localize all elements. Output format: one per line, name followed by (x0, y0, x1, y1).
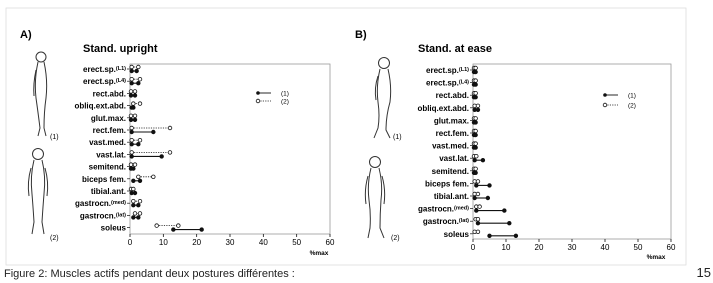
series-2-max-point (476, 104, 480, 108)
panel-a-x-tick-label: 30 (225, 238, 235, 247)
muscle-label: soleus (443, 229, 469, 239)
figure-b-label-1: (1) (393, 134, 402, 141)
series-1-max-point (481, 158, 485, 162)
muscle-label: gastrocn.(lat) (79, 211, 126, 221)
series-1-max-point (503, 209, 507, 213)
series-2-max-point (474, 129, 478, 133)
series-2-max-point (133, 163, 137, 167)
series-2-max-point (177, 224, 181, 228)
panel-b-x-tick-label: 40 (600, 243, 610, 252)
muscle-label: gastrocn.(med) (75, 199, 126, 209)
panel-a-legend (256, 91, 289, 106)
panel-b-letter: B) (355, 29, 367, 41)
series-2-min-point (130, 65, 134, 69)
muscle-label: glut.max. (433, 116, 469, 126)
series-1-min-point (475, 184, 479, 188)
series-2-min-point (130, 77, 134, 81)
series-1-max-point (137, 216, 141, 220)
muscle-label: soleus (100, 223, 126, 233)
muscle-label: vast.med. (89, 138, 126, 148)
series-1-max-point (508, 221, 512, 225)
panel-a-plot-frame (130, 64, 330, 234)
series-2-max-point (132, 187, 136, 191)
series-1-max-point (160, 155, 164, 159)
muscle-label: erect.sp.(L4) (426, 78, 469, 88)
panel-b (355, 29, 676, 261)
series-2-max-point (475, 154, 479, 158)
series-2-max-point (168, 126, 172, 130)
legend-a-marker-2 (256, 99, 260, 103)
series-2-max-point (133, 90, 137, 94)
muscle-label: obliq.ext.abd. (74, 101, 126, 111)
series-1-min-point (476, 221, 480, 225)
series-2-max-point (478, 205, 482, 209)
series-1-max-point (137, 142, 141, 146)
series-1-max-point (138, 179, 142, 183)
muscle-label: tibial.ant. (90, 187, 126, 196)
series-1-max-point (486, 196, 490, 200)
series-2-max-point (476, 230, 480, 234)
legend-b-marker-2 (603, 103, 607, 107)
series-2-max-point (474, 117, 478, 121)
legend-a-label-2: (2) (281, 98, 289, 106)
series-2-max-point (138, 138, 142, 142)
panel-a-x-unit: %max (309, 250, 329, 257)
series-1-min-point (473, 158, 477, 162)
series-1-max-point (488, 184, 492, 188)
series-1-max-point (474, 70, 478, 74)
muscle-label: vast.med. (432, 141, 469, 151)
series-1-min-point (130, 142, 134, 146)
series-2-max-point (137, 65, 141, 69)
series-2-min-point (130, 138, 134, 142)
series-2-max-point (474, 142, 478, 146)
series-1-min-point (172, 228, 176, 232)
panel-b-x-tick-label: 0 (470, 243, 476, 252)
series-1-min-point (488, 234, 492, 238)
muscle-label: rect.abd. (435, 91, 469, 101)
series-1-min-point (130, 69, 134, 73)
series-2-max-point (138, 77, 142, 81)
series-1-max-point (200, 228, 204, 232)
series-1-min-point (132, 216, 136, 220)
series-2-max-point (474, 91, 478, 95)
series-2-min-point (133, 212, 137, 216)
series-1-min-point (130, 81, 134, 85)
muscle-label: semitend. (431, 166, 469, 176)
figure-a-label-1: (1) (50, 134, 59, 141)
series-1-max-point (137, 81, 141, 85)
muscle-label: glut.max. (90, 113, 126, 123)
series-1-max-point (133, 191, 137, 195)
series-2-max-point (476, 180, 480, 184)
figure-at-ease-side-icon (374, 58, 391, 139)
series-1-max-point (474, 171, 478, 175)
panel-b-plot-frame (473, 64, 671, 239)
series-2-max-point (133, 114, 137, 118)
series-2-max-point (138, 212, 142, 216)
series-1-max-point (474, 83, 478, 87)
series-2-min-point (129, 114, 133, 118)
legend-b-label-2: (2) (628, 102, 636, 110)
series-2-max-point (476, 217, 480, 221)
figure-b-label-2: (2) (391, 235, 400, 242)
figure-upright-front-icon (28, 149, 47, 235)
muscle-label: biceps fem. (424, 179, 469, 189)
panel-b-legend (603, 93, 636, 110)
series-1-max-point (476, 108, 480, 112)
series-2-max-point (168, 151, 172, 155)
legend-b-marker-1 (603, 93, 607, 97)
figure-caption: Figure 2: Muscles actifs pendant deux postures différentes : (4, 268, 295, 280)
series-1-min-point (473, 196, 477, 200)
series-2-min-point (130, 151, 134, 155)
muscle-label: biceps fem. (81, 174, 126, 184)
panel-a-x-tick-label: 0 (127, 238, 133, 247)
panel-a-x-tick-label: 40 (258, 238, 268, 247)
panel-a-x-tick-label: 50 (292, 238, 302, 247)
series-1-min-point (130, 155, 134, 159)
series-2-max-point (152, 175, 156, 179)
panel-b-x-tick-label: 50 (633, 243, 643, 252)
panel-a-x-tick-label: 10 (158, 238, 168, 247)
series-2-max-point (138, 199, 142, 203)
series-1-max-point (132, 106, 136, 110)
series-2-max-point (474, 167, 478, 171)
series-1-max-point (137, 203, 141, 207)
series-2-max-point (138, 102, 142, 106)
series-1-min-point (132, 179, 136, 183)
muscle-label: vast.lat. (439, 154, 469, 164)
figure-a-label-2: (2) (50, 235, 59, 242)
panel-b-x-tick-label: 20 (534, 243, 544, 252)
legend-a-label-1: (1) (281, 90, 289, 98)
muscle-label: tibial.ant. (433, 192, 469, 201)
muscle-label: gastrocn.(med) (418, 204, 469, 214)
series-2-min-point (137, 175, 141, 179)
series-1-max-point (133, 118, 137, 122)
series-1-max-point (474, 133, 478, 137)
series-1-max-point (133, 94, 137, 98)
muscle-label: erect.sp.(L1) (83, 65, 126, 74)
series-2-min-point (155, 224, 159, 228)
legend-b-label-1: (1) (628, 92, 636, 100)
series-2-max-point (474, 79, 478, 83)
series-1-max-point (132, 167, 136, 171)
series-2-min-point (132, 102, 136, 106)
muscle-label: obliq.ext.abd. (417, 103, 469, 113)
muscle-label: rect.abd. (92, 89, 126, 99)
series-1-max-point (514, 234, 518, 238)
series-1-min-point (475, 209, 479, 213)
series-2-min-point (132, 199, 136, 203)
series-2-max-point (474, 66, 478, 70)
figure-at-ease-front-icon (365, 157, 384, 239)
series-2-min-point (129, 163, 133, 167)
series-1-min-point (130, 130, 134, 134)
panel-a (20, 29, 335, 257)
panel-a-title: Stand. upright (83, 43, 158, 55)
panel-b-x-tick-label: 60 (666, 243, 676, 252)
panel-b-x-tick-label: 30 (567, 243, 577, 252)
muscle-label: rect.fem. (435, 129, 469, 138)
series-1-max-point (135, 69, 139, 73)
series-1-min-point (132, 203, 136, 207)
panel-b-x-tick-label: 10 (501, 243, 511, 252)
series-1-max-point (474, 121, 478, 125)
series-2-min-point (130, 126, 134, 130)
panel-b-x-unit: %max (646, 254, 666, 261)
series-2-min-point (129, 90, 133, 94)
panel-a-x-tick-label: 20 (192, 238, 202, 247)
figure-upright-side-icon (34, 52, 47, 136)
series-1-max-point (474, 95, 478, 99)
panel-a-letter: A) (20, 29, 32, 41)
muscle-label: vast.lat. (96, 150, 126, 160)
muscle-label: rect.fem. (92, 126, 126, 135)
series-1-max-point (474, 146, 478, 150)
muscle-label: erect.sp.(L1) (426, 66, 469, 75)
series-1-min-point (129, 94, 133, 98)
series-1-max-point (152, 130, 156, 134)
page-number: 15 (696, 265, 711, 280)
muscle-label: gastrocn.(lat) (422, 217, 469, 227)
series-1-min-point (129, 118, 133, 122)
series-2-max-point (476, 192, 480, 196)
panel-a-x-tick-label: 60 (325, 238, 335, 247)
legend-a-marker-1 (256, 91, 260, 95)
muscle-label: erect.sp.(L4) (83, 77, 126, 87)
panel-b-title: Stand. at ease (418, 43, 492, 55)
muscle-label: semitend. (88, 162, 126, 172)
